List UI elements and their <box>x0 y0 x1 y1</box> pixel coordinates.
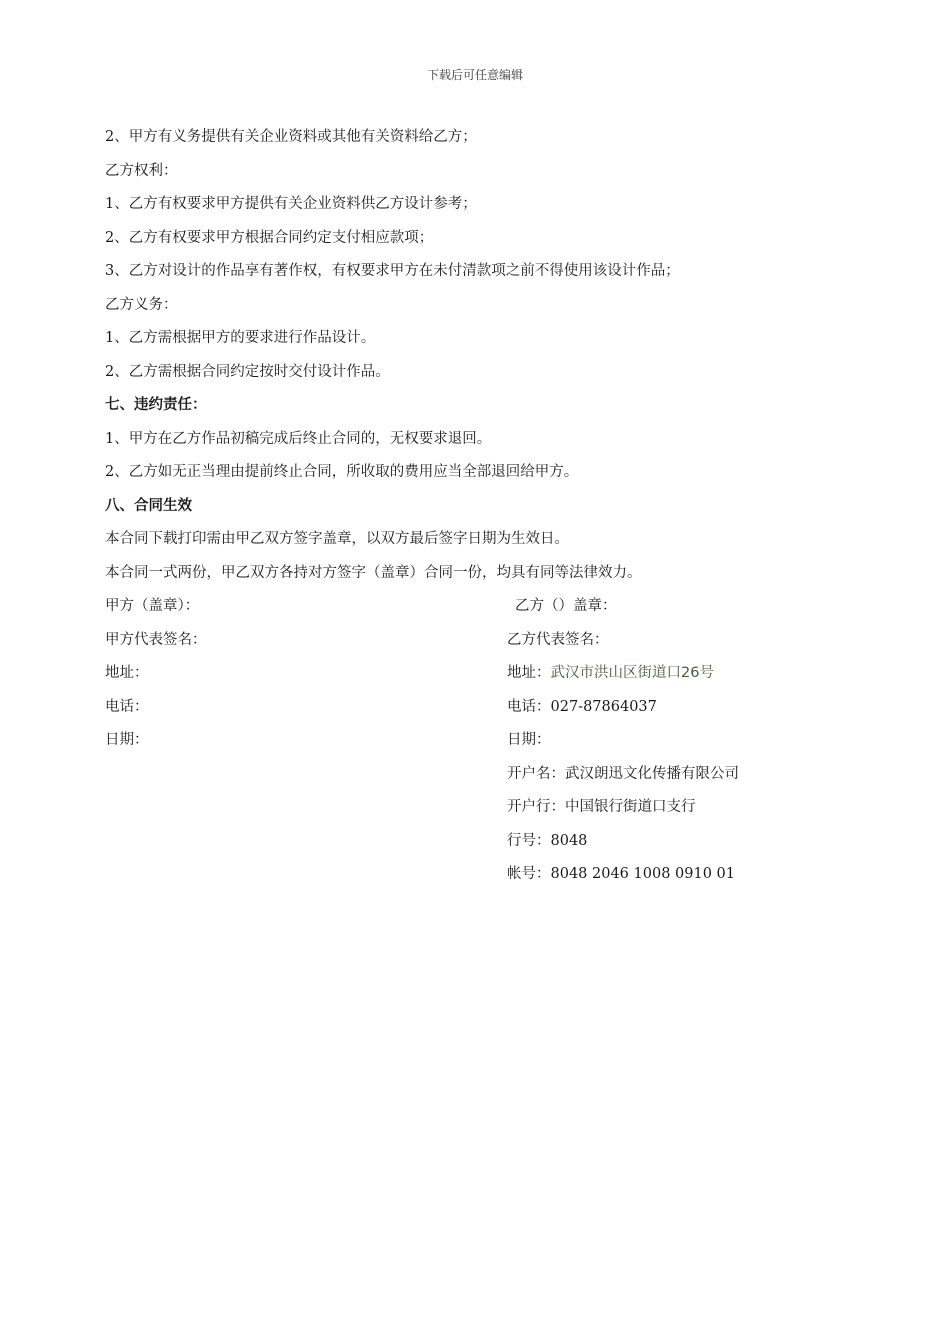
paragraph-party-b-duty-1: 1、乙方需根据甲方的要求进行作品设计。 <box>105 330 376 346</box>
paragraph-party-b-duty-2: 2、乙方需根据合同约定按时交付设计作品。 <box>105 363 390 380</box>
paragraph-party-b-right-1: 1、乙方有权要求甲方提供有关企业资料供乙方设计参考； <box>105 196 477 212</box>
party-a-address-label: 地址： <box>105 665 149 681</box>
signature-row-rep <box>105 624 865 658</box>
party-b-address-label: 地址： <box>507 665 551 681</box>
party-b-date-label: 日期： <box>507 732 551 748</box>
party-a-date-label: 日期： <box>105 732 149 748</box>
signature-row-seal <box>105 590 865 624</box>
signature-block <box>105 590 865 892</box>
party-b-bank: 开户行：中国银行街道口支行 <box>507 799 696 815</box>
paragraph-party-b-right-3: 3、乙方对设计的作品享有著作权，有权要求甲方在未付清款项之前不得使用该设计作品； <box>105 263 680 279</box>
party-a-seal-label: 甲方（盖章）： <box>105 598 200 614</box>
signature-row-bank <box>105 791 865 825</box>
paragraph-party-b-rights-title: 乙方权利： <box>105 162 178 179</box>
signature-row-account-no <box>105 858 865 892</box>
section-heading-effectiveness: 八、合同生效 <box>105 497 192 514</box>
party-b-phone: 电话：027-87864037 <box>507 698 657 715</box>
paragraph-party-b-right-2: 2、乙方有权要求甲方根据合同约定支付相应款项； <box>105 229 434 246</box>
contract-body <box>105 121 865 892</box>
signature-row-phone <box>105 691 865 725</box>
party-a-rep-label: 甲方代表签名： <box>105 631 207 648</box>
paragraph-party-a-duty-2: 2、甲方有义务提供有关企业资料或其他有关资料给乙方； <box>105 129 477 145</box>
signature-row-date <box>105 724 865 758</box>
party-b-address-suffix: 号 <box>699 665 714 681</box>
party-b-rep-label: 乙方代表签名： <box>507 631 609 648</box>
signature-row-account-name <box>105 758 865 792</box>
paragraph-effectiveness-1: 本合同下载打印需由甲乙双方签字盖章，以双方最后签字日期为生效日。 <box>105 531 569 547</box>
paragraph-liability-1: 1、甲方在乙方作品初稿完成后终止合同的，无权要求退回。 <box>105 430 492 447</box>
party-b-address <box>507 657 714 691</box>
party-b-account-number: 帐号：8048 2046 1008 0910 01 <box>507 866 735 882</box>
party-b-seal-label: 乙方（）盖章： <box>515 598 617 614</box>
paragraph-effectiveness-2: 本合同一式两份，甲乙双方各持对方签字（盖章）合同一份，均具有同等法律效力。 <box>105 564 642 581</box>
party-b-address-number: 26 <box>681 665 700 681</box>
party-b-bank-code: 行号：8048 <box>507 832 588 849</box>
party-b-address-value: 武汉市洪山区街道口 <box>550 665 681 681</box>
paragraph-party-b-duties-title: 乙方义务： <box>105 296 178 313</box>
signature-row-address <box>105 657 865 691</box>
party-a-phone-label: 电话： <box>105 698 149 715</box>
party-b-account-name: 开户名：武汉朗迅文化传播有限公司 <box>507 765 739 782</box>
page-header: 下载后可任意编辑 <box>426 68 523 82</box>
paragraph-liability-2: 2、乙方如无正当理由提前终止合同，所收取的费用应当全部退回给甲方。 <box>105 464 579 480</box>
section-heading-liability: 七、违约责任： <box>105 397 207 413</box>
signature-row-bank-code <box>105 825 865 859</box>
